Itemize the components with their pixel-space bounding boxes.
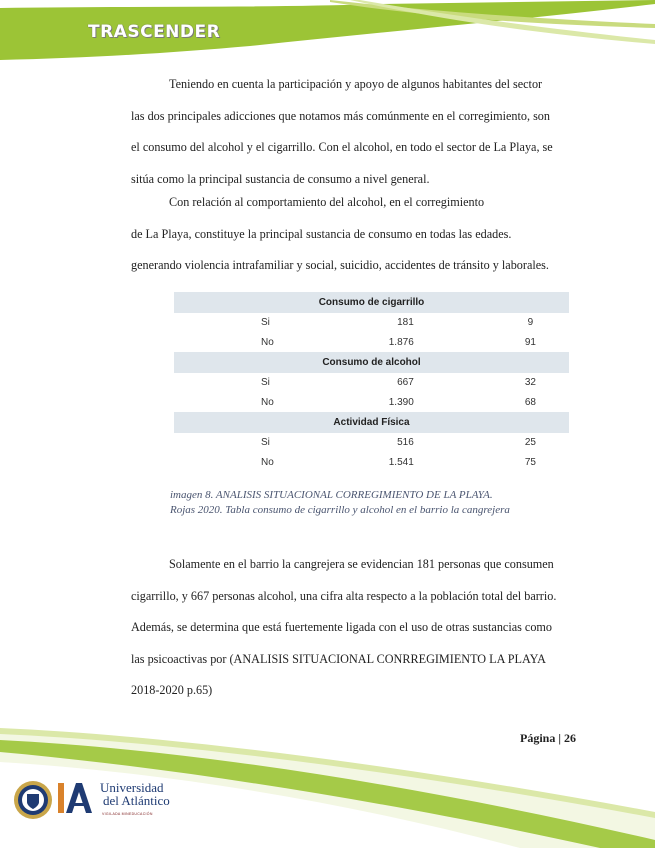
paragraph-2 xyxy=(131,187,577,282)
text-line: las psicoactivas por (ANALISIS SITUACIONAL CONRREGIMIENTO LA PLAYA xyxy=(131,651,546,666)
text-line: el consumo del alcohol y el cigarrillo. Con el alcohol, en todo el sector de La Playa, se xyxy=(131,140,553,154)
text-line: Además, se determina que está fuertemente ligada con el uso de otras sustancias como xyxy=(131,620,552,634)
table-cell: 667 xyxy=(397,377,414,389)
table-section-header xyxy=(174,352,569,373)
table-cell: Si xyxy=(261,437,270,449)
page-number: Página | 26 xyxy=(520,731,576,745)
university-name xyxy=(100,781,170,807)
table-section-header xyxy=(174,412,569,433)
caption-line-1: imagen 8. ANALISIS SITUACIONAL CORREGIMIENTO DE LA PLAYA. xyxy=(170,489,493,501)
table-cell: No xyxy=(261,456,274,468)
consumption-table xyxy=(174,292,569,472)
table-cell: 1.541 xyxy=(388,456,414,468)
table-cell: 9 xyxy=(527,317,534,329)
table-cell: 1.390 xyxy=(388,396,414,408)
text-line: Solamente en el barrio la cangrejera se evidencian 181 personas que consumen xyxy=(169,557,554,571)
table-cell: No xyxy=(261,336,274,348)
text-line: sitúa como la principal sustancia de consumo a nivel general. xyxy=(131,171,430,186)
text-line: las dos principales adicciones que notamos más comúnmente en el corregimiento, son xyxy=(131,108,550,123)
section-title: Consumo de alcohol xyxy=(174,352,569,373)
ua-monogram-icon xyxy=(58,783,92,813)
university-tagline: VIGILADA MINEDUCACIÓN xyxy=(102,812,153,816)
table-row xyxy=(174,373,569,393)
table-section-header xyxy=(174,292,569,313)
university-name-line-2: del Atlántico xyxy=(103,793,170,808)
table-cell: 516 xyxy=(397,437,414,449)
table-cell: 181 xyxy=(397,317,414,329)
university-name-line-1: Universidad xyxy=(100,780,164,795)
paragraph-3 xyxy=(131,549,577,707)
table-cell: No xyxy=(261,396,274,408)
image-caption xyxy=(170,488,590,517)
table-cell: Si xyxy=(261,317,270,329)
table-cell: Si xyxy=(261,377,270,389)
caption-line-2: Rojas 2020. Tabla consumo de cigarrillo y alcohol en el barrio la cangrejera xyxy=(170,503,510,516)
table-cell: 32 xyxy=(524,377,536,389)
section-title: Actividad Física xyxy=(174,412,569,433)
section-title: Consumo de cigarrillo xyxy=(174,292,569,313)
table-cell: 75 xyxy=(524,456,536,468)
text-line: Con relación al comportamiento del alcohol, en el corregimiento xyxy=(169,195,485,209)
table-row xyxy=(174,433,569,453)
table-row xyxy=(174,393,569,413)
text-line: 2018-2020 p.65) xyxy=(131,683,213,697)
table-row xyxy=(174,453,569,473)
table-cell: 91 xyxy=(524,336,536,348)
table-cell: 25 xyxy=(524,437,536,449)
text-line: Teniendo en cuenta la participación y apoyo de algunos habitantes del sector xyxy=(169,77,543,91)
text-line: generando violencia intrafamiliar y social, suicidio, accidentes de tránsito y laborales. xyxy=(131,258,549,272)
text-line: cigarrillo, y 667 personas alcohol, una cifra alta respecto a la población total del barrio. xyxy=(131,588,557,603)
text-line: de La Playa, constituye la principal sustancia de consumo en todas las edades. xyxy=(131,226,512,241)
university-seal-icon xyxy=(14,781,52,819)
table-row xyxy=(174,313,569,333)
table-row xyxy=(174,333,569,353)
paragraph-1 xyxy=(131,69,577,195)
table-cell: 1.876 xyxy=(388,336,414,348)
header-title: TRASCENDER xyxy=(88,22,221,42)
table-cell: 68 xyxy=(524,396,536,408)
